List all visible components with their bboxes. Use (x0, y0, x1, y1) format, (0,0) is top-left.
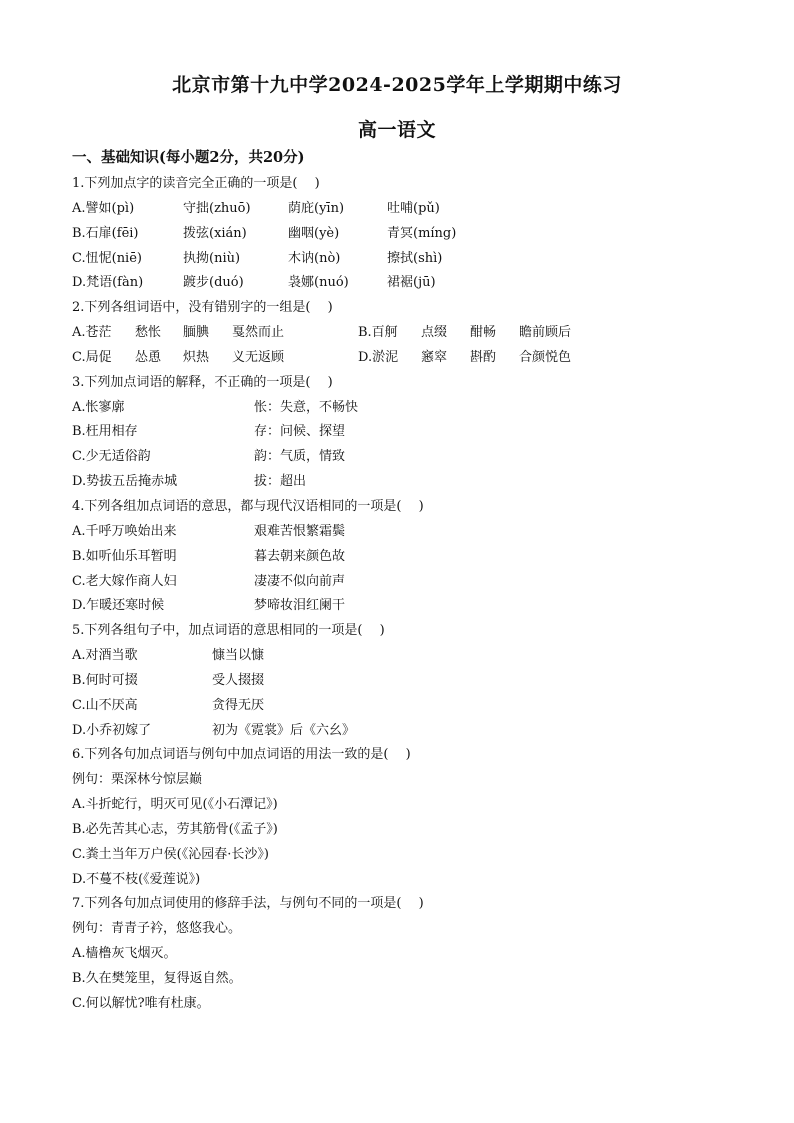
question-7-stem: 7.下列各句加点词使用的修辞手法，与例句不同的一项是( ) (72, 896, 424, 912)
option-cell: C.山不厌高 (72, 697, 138, 713)
question-5-option-row (72, 669, 732, 694)
option-cell: A.千呼万唤始出来 (72, 523, 177, 539)
option-cell: D.淤泥 (358, 349, 399, 365)
option-cell: 梦啼妆泪红阑干 (254, 598, 346, 614)
question-6-example: 例句：栗深林兮惊层巅 (72, 772, 203, 788)
question-1-option-row (72, 222, 732, 247)
section-heading: 一、基础知识(每小题2分，共20分) (72, 149, 305, 166)
option-cell: D.乍暖还寒时候 (72, 598, 165, 614)
option-cell: C.局促 (72, 349, 112, 365)
option-cell: 受人掇掇 (212, 672, 265, 688)
option-cell: 怂恿 (135, 349, 162, 365)
option-cell: 慷当以慷 (212, 648, 265, 664)
option-cell: C.少无适俗韵 (72, 449, 151, 465)
option-cell: 暮去朝来颜色故 (254, 548, 346, 564)
option-cell: C.老大嫁作商人妇 (72, 573, 177, 589)
option-cell: 裙裾(jū) (387, 275, 436, 291)
question-4-stem: 4.下列各组加点词语的意思，都与现代汉语相同的一项是( ) (72, 498, 424, 514)
question-1-option-row (72, 197, 732, 222)
option-cell: 瞻前顾后 (519, 325, 572, 341)
option-cell: 点缀 (421, 325, 448, 341)
exam-subject: 高一语文 (357, 119, 436, 141)
option-cell: 袅娜(nuó) (288, 275, 349, 291)
option-cell: 踱步(duó) (183, 275, 244, 291)
exam-title: 北京市第十九中学2024-2025学年上学期期中练习 (172, 74, 622, 96)
option-cell: D.势拔五岳掩赤城 (72, 474, 178, 490)
option-cell: B.石扉(fēi) (72, 225, 139, 241)
question-4-option-row (72, 594, 732, 619)
option-cell: 炽热 (183, 349, 210, 365)
option-cell: A.譬如(pì) (72, 200, 135, 216)
question-4-option-row (72, 570, 732, 595)
question-7-option: B.久在樊笼里，复得返自然。 (72, 971, 242, 986)
question-6-option: D.不蔓不枝(《爱莲说》) (72, 871, 201, 887)
question-6-stem: 6.下列各句加点词语与例句中加点词语的用法一致的是( ) (72, 747, 411, 763)
question-6-option: C.粪土当年万户侯(《沁园春·长沙》) (72, 846, 269, 862)
option-cell: B.枉用相存 (72, 424, 138, 440)
option-cell: A.怅寥廓 (72, 399, 125, 415)
option-cell: 青冥(míng) (387, 225, 457, 241)
option-cell: B.百舸 (358, 325, 398, 341)
question-6-option: B.必先苦其心志，劳其筋骨(《孟子》) (72, 821, 278, 837)
question-7-option: A.樯橹灰飞烟灭。 (72, 946, 177, 962)
option-cell: A.对酒当歌 (72, 648, 138, 664)
question-4-option-row (72, 520, 732, 545)
option-cell: 斟酌 (470, 349, 497, 365)
question-4-option-row (72, 545, 732, 570)
question-3-stem: 3.下列加点词语的解释，不正确的一项是( ) (72, 374, 333, 390)
option-cell: 合颜悦色 (519, 349, 572, 365)
question-2-option-row (72, 321, 732, 346)
question-3-option-row (72, 445, 732, 470)
option-cell: 擦拭(shì) (387, 250, 443, 266)
question-5-option-row (72, 644, 732, 669)
option-cell: 贪得无厌 (212, 697, 265, 713)
question-7-example: 例句：青青子衿，悠悠我心。 (72, 921, 242, 937)
option-cell: 初为《霓裳》后《六幺》 (212, 722, 356, 738)
option-cell: 幽咽(yè) (288, 225, 340, 241)
option-cell: 木讷(nò) (288, 250, 341, 266)
question-2-stem: 2.下列各组词语中，没有错别字的一组是( ) (72, 300, 333, 316)
option-cell: D.梵语(fàn) (72, 275, 144, 291)
option-cell: 守拙(zhuō) (183, 200, 251, 216)
question-6-option: A.斗折蛇行，明灭可见(《小石潭记》) (72, 797, 278, 813)
question-3-option-row (72, 470, 732, 495)
question-5-option-row (72, 719, 732, 744)
option-explanation: 拔：超出 (254, 474, 307, 490)
question-list (72, 172, 732, 1017)
option-cell: 窸窣 (421, 349, 448, 365)
option-cell: B.何时可掇 (72, 672, 138, 688)
option-explanation: 韵：气质，情致 (254, 449, 346, 465)
option-cell: A.苍茫 (72, 325, 112, 341)
question-5-stem: 5.下列各组句子中，加点词语的意思相同的一项是( ) (72, 623, 385, 639)
option-cell: 吐哺(pǔ) (387, 200, 440, 216)
option-cell: 凄凄不似向前声 (254, 573, 346, 589)
option-cell: 拨弦(xián) (183, 225, 247, 241)
question-1-stem: 1.下列加点字的读音完全正确的一项是( ) (72, 176, 320, 191)
option-cell: 酣畅 (470, 325, 497, 341)
option-cell: 腼腆 (183, 325, 210, 341)
option-cell: 愁怅 (135, 325, 162, 341)
question-3-option-row (72, 420, 732, 445)
option-cell: 义无返顾 (232, 349, 285, 365)
option-cell: B.如听仙乐耳暂明 (72, 548, 177, 564)
question-5-option-row (72, 694, 732, 719)
option-explanation: 存：问候、探望 (254, 424, 346, 440)
option-cell: 荫庇(yīn) (288, 200, 345, 216)
option-cell: 艰难苦恨繁霜鬓 (254, 523, 346, 539)
question-1-option-row (72, 271, 732, 296)
question-2-option-row (72, 346, 732, 371)
question-3-option-row (72, 396, 732, 421)
question-7-option: C.何以解忧?唯有杜康。 (72, 995, 210, 1011)
option-explanation: 怅：失意，不畅快 (254, 399, 359, 415)
option-cell: 执拗(niù) (183, 250, 241, 266)
option-cell: C.忸怩(niē) (72, 250, 142, 266)
option-cell: 戛然而止 (232, 325, 285, 341)
question-1-option-row (72, 247, 732, 272)
option-cell: D.小乔初嫁了 (72, 722, 152, 738)
